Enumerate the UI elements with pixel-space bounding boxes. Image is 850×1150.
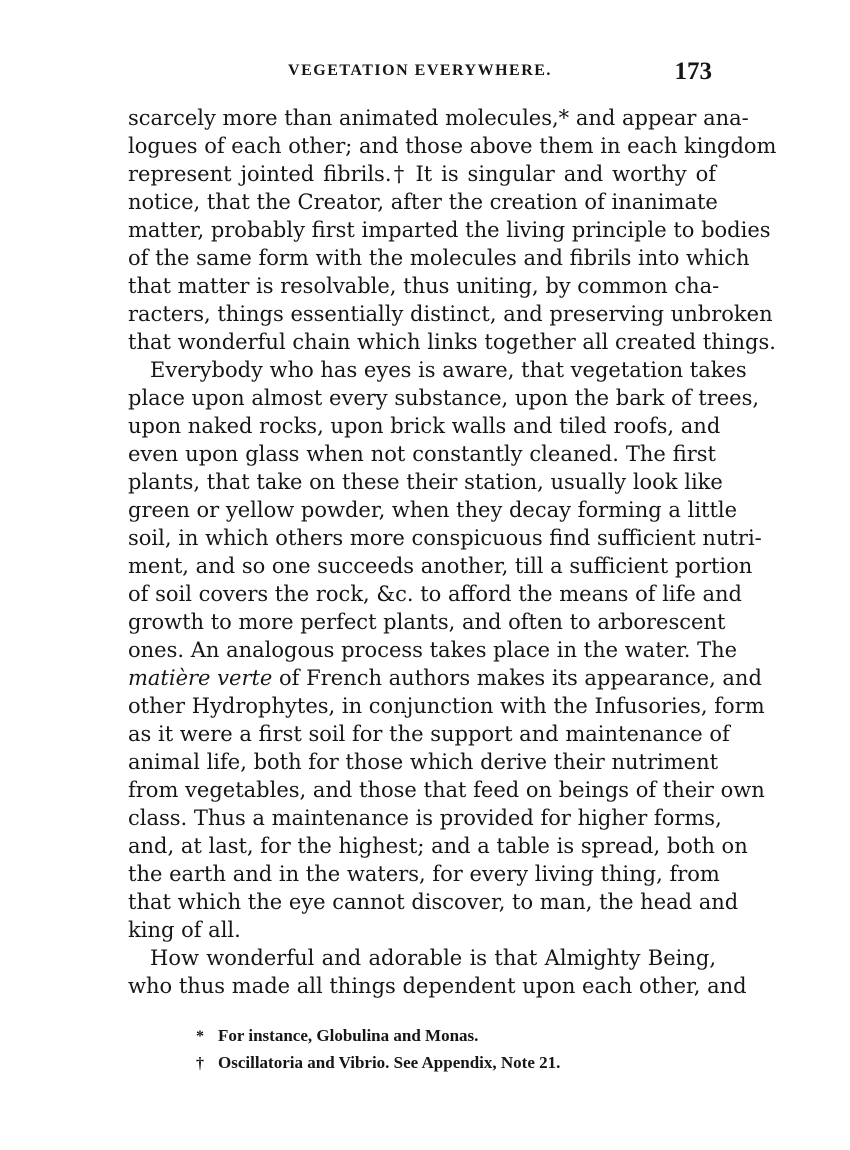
text-line: racters, things essentially distinct, and preserving unbroken (128, 302, 773, 326)
footnote-text: Oscillatoria and Vibrio. See Appendix, Note 21. (218, 1053, 561, 1072)
paragraph-first-line: Everybody who has eyes is aware, that vegetation takes (150, 358, 747, 382)
text-line: that matter is resolvable, thus uniting, by common cha- (128, 274, 720, 298)
text-line: place upon almost every substance, upon the bark of trees, (128, 386, 760, 410)
footnote-text: For instance, Globulina and Monas. (218, 1026, 479, 1045)
text-line: ment, and so one succeeds another, till a sufficient portion (128, 554, 753, 578)
text-line: soil, in which others more conspicuous find sufficient nutri- (128, 526, 762, 550)
text-line: logues of each other; and those above them in each kingdom (128, 134, 777, 158)
text-line: growth to more perfect plants, and often to arborescent (128, 610, 726, 634)
running-title: VEGETATION EVERYWHERE. (288, 62, 552, 79)
text-line: matière verte of French authors makes its appearance, and (128, 666, 762, 690)
text-line: of soil covers the rock, &c. to afford the means of life and (128, 582, 742, 606)
text-line: king of all. (128, 918, 241, 942)
footnote-mark: * (196, 1028, 204, 1045)
text-line: class. Thus a maintenance is provided for higher forms, (128, 806, 722, 830)
text-line: scarcely more than animated molecules,* and appear ana- (128, 106, 749, 130)
text-line: as it were a first soil for the support and maintenance of (128, 722, 730, 746)
text-line: other Hydrophytes, in conjunction with the Infusories, form (128, 694, 765, 718)
text-line: that wonderful chain which links together all created things. (128, 330, 776, 354)
body-text (128, 104, 777, 1000)
text-line: from vegetables, and those that feed on beings of their own (128, 778, 765, 802)
text-line: the earth and in the waters, for every living thing, from (128, 862, 720, 886)
text-line: notice, that the Creator, after the creation of inanimate (128, 190, 718, 214)
text-line: matter, probably first imparted the living principle to bodies (128, 218, 771, 242)
text-line: green or yellow powder, when they decay forming a little (128, 498, 738, 522)
text-line: even upon glass when not constantly cleaned. The first (128, 442, 716, 466)
text-line: who thus made all things dependent upon each other, and (128, 974, 747, 998)
text-line: represent jointed fibrils.† It is singular and worthy of (128, 162, 716, 186)
text-line: upon naked rocks, upon brick walls and tiled roofs, and (128, 414, 721, 438)
text-line: animal life, both for those which derive their nutriment (128, 750, 719, 774)
text-line: plants, that take on these their station, usually look like (128, 470, 723, 494)
footnote (196, 1022, 636, 1049)
text-line: that which the eye cannot discover, to man, the head and (128, 890, 739, 914)
text-line: ones. An analogous process takes place in the water. The (128, 638, 738, 662)
footnote (196, 1049, 636, 1076)
text-line: and, at last, for the highest; and a table is spread, both on (128, 834, 748, 858)
text-line: of the same form with the molecules and fibrils into which (128, 246, 750, 270)
page-number: 173 (674, 58, 712, 85)
paragraph-first-line: How wonderful and adorable is that Almighty Being, (150, 946, 716, 970)
footnote-mark: † (196, 1055, 204, 1072)
running-head (128, 58, 712, 88)
footnotes (196, 1022, 636, 1076)
